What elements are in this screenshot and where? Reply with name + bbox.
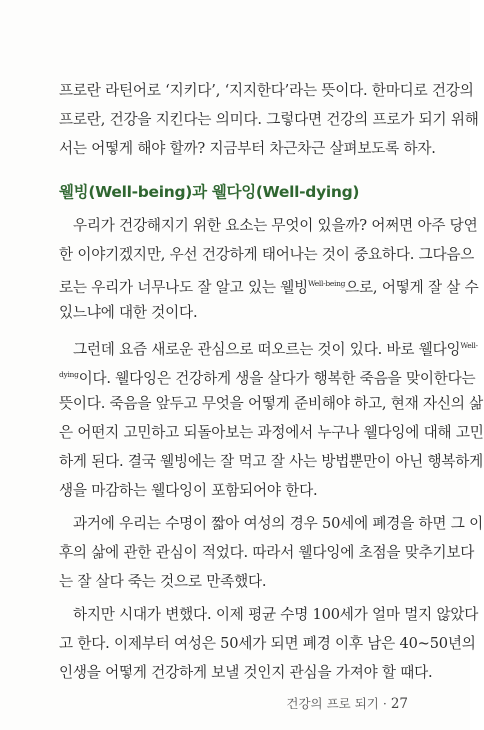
para4-line-1: 하지만 시대가 변했다. 이제 평균 수명 100세가 얼마 멀지 않았다 xyxy=(73,606,479,623)
para4-line-2: 고 한다. 이제부터 여성은 50세가 되면 폐경 이후 남은 40~50년의 xyxy=(59,635,476,652)
intro-line-3: 서는 어떻게 해야 할까? 지금부터 차근차근 살펴보도록 하자. xyxy=(59,140,436,157)
para2-line-2-text: 이다. 웰다잉은 건강하게 생을 살다가 행복한 죽음을 맞이한다는 xyxy=(78,370,476,387)
para3-line-3: 는 잘 살다 죽는 것으로 만족했다. xyxy=(59,573,267,590)
para2-line-5: 하게 된다. 결국 웰빙에는 잘 먹고 잘 사는 방법뿐만이 아닌 행복하게 xyxy=(59,453,484,470)
para1-line-1: 우리가 건강해지기 위한 요소는 무엇이 있을까? 어쩌면 아주 당연 xyxy=(73,217,478,234)
para3-line-1: 과거에 우리는 수명이 짧아 여성의 경우 50세에 폐경을 하면 그 이 xyxy=(73,515,484,532)
para2-line-6: 생을 마감하는 웰다잉이 포함되어야 한다. xyxy=(59,482,318,499)
running-title: 건강의 프로 되기 xyxy=(286,696,379,711)
well-dying-superscript-part1: Well- xyxy=(460,341,478,350)
para2-line-1-text: 그런데 요즘 새로운 관심으로 떠오르는 것이 있다. 바로 웰다잉 xyxy=(73,341,461,358)
para1-line-3 xyxy=(59,274,479,298)
para1-line-4: 있느냐에 대한 것이다. xyxy=(59,304,198,321)
para4-line-3: 인생을 어떻게 건강하게 보낼 것인지 관심을 가져야 할 때다. xyxy=(59,664,433,681)
para2-line-1 xyxy=(73,336,478,360)
page-number: 27 xyxy=(390,696,408,712)
para1-line-2: 한 이야기겠지만, 우선 건강하게 태어나는 것이 중요하다. 그다음으 xyxy=(59,246,475,263)
page-footer xyxy=(286,694,408,712)
para1-line-3-text-end: 으로, 어떻게 잘 살 수 xyxy=(345,279,479,296)
para2-line-4: 은 어떤지 고민하고 되돌아보는 과정에서 누구나 웰다잉에 대해 고민 xyxy=(59,424,484,441)
para1-line-3-text: 로는 우리가 너무나도 잘 알고 있는 웰빙 xyxy=(59,279,308,296)
intro-line-2: 프로란, 건강을 지킨다는 의미다. 그렇다면 건강의 프로가 되기 위해 xyxy=(59,111,479,128)
footer-separator: · xyxy=(382,696,387,711)
intro-line-1: 프로란 라틴어로 ‘지키다’, ‘지지한다’라는 뜻이다. 한마디로 건강의 xyxy=(59,82,474,99)
para3-line-2: 후의 삶에 관한 관심이 적었다. 따라서 웰다잉에 초점을 맞추기보다 xyxy=(59,544,475,561)
section-heading: 웰빙(Well-being)과 웰다잉(Well-dying) xyxy=(59,183,360,201)
well-being-superscript: Well-being xyxy=(308,279,346,288)
para2-line-3: 뜻이다. 죽음을 앞두고 무엇을 어떻게 준비해야 하고, 현재 자신의 삶 xyxy=(59,395,484,412)
para2-line-2 xyxy=(59,365,475,389)
well-dying-superscript-part2: dying xyxy=(59,370,79,379)
